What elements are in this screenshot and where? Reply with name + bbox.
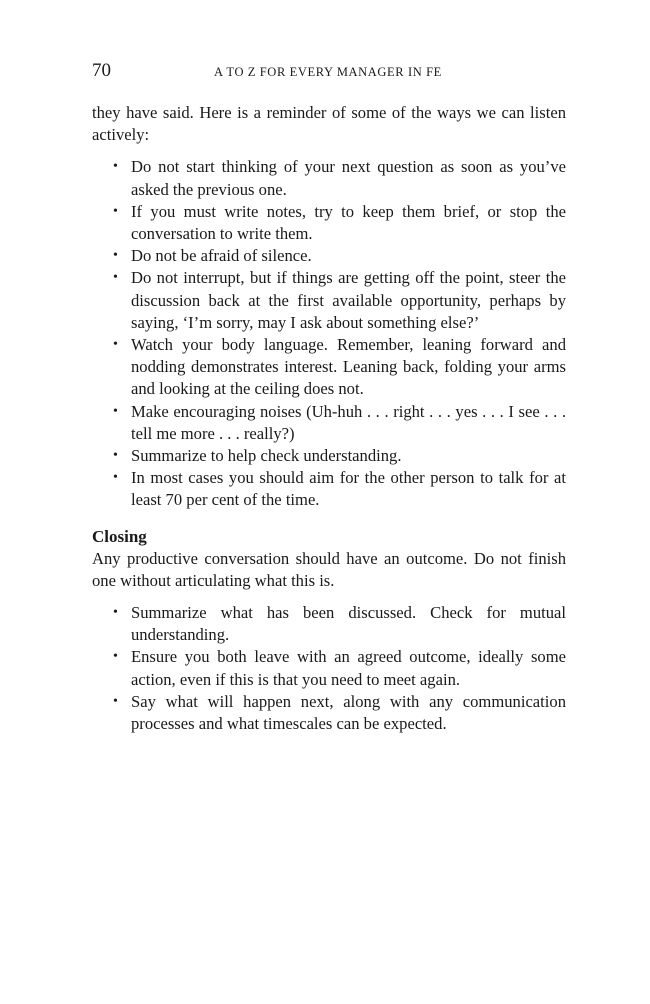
bullet-icon: • bbox=[113, 693, 118, 709]
bullet-icon: • bbox=[113, 403, 118, 419]
bullet-icon: • bbox=[113, 448, 118, 464]
bullet-icon: • bbox=[113, 470, 118, 486]
list-item-text: Summarize what has been discussed. Check for mutual understanding. bbox=[131, 603, 566, 645]
bullet-icon: • bbox=[113, 649, 118, 665]
bullet-icon: • bbox=[113, 605, 118, 621]
running-head bbox=[92, 60, 566, 84]
list-item-text: In most cases you should aim for the other person to talk for at least 70 per cent of the time. bbox=[131, 468, 566, 510]
list-item bbox=[92, 201, 566, 245]
list-item bbox=[92, 334, 566, 401]
bullet-icon: • bbox=[113, 248, 118, 264]
list-item bbox=[92, 467, 566, 511]
closing-paragraph: Any productive conversation should have an outcome. Do not finish one without articulating what this is. bbox=[92, 548, 566, 590]
body-text bbox=[92, 102, 566, 735]
page-number: 70 bbox=[92, 60, 111, 81]
bullet-icon: • bbox=[113, 337, 118, 353]
list-item bbox=[92, 156, 566, 200]
intro-paragraph: they have said. Here is a reminder of some of the ways we can listen actively: bbox=[92, 103, 566, 145]
list-item-text: Say what will happen next, along with any communication processes and what timescales can be expected. bbox=[131, 691, 566, 734]
list-item bbox=[92, 401, 566, 445]
list-item-text: Ensure you both leave with an agreed outcome, ideally some action, even if this is that you need to meet again. bbox=[131, 647, 566, 689]
list-item bbox=[92, 691, 566, 735]
list-item bbox=[92, 267, 566, 334]
bullet-icon: • bbox=[113, 270, 118, 286]
list-item bbox=[92, 646, 566, 690]
section-heading-closing: Closing bbox=[92, 526, 147, 546]
list-item bbox=[92, 602, 566, 646]
closing-list bbox=[92, 602, 566, 735]
bullet-icon: • bbox=[113, 159, 118, 175]
list-item-text: If you must write notes, try to keep them brief, or stop the conversation to write them. bbox=[131, 201, 566, 244]
list-item-text: Watch your body language. Remember, leaning forward and nodding demonstrates interest. Leaning back, folding your arms and looking at the ceiling does not. bbox=[131, 335, 566, 399]
list-item-text: Do not be afraid of silence. bbox=[131, 246, 312, 266]
running-title: A TO Z FOR EVERY MANAGER IN FE bbox=[214, 65, 442, 79]
list-item-text: Summarize to help check understanding. bbox=[131, 446, 402, 466]
bullet-icon: • bbox=[113, 203, 118, 219]
list-item-text: Do not interrupt, but if things are getting off the point, steer the discussion back at the first available opportunity, perhaps by saying, ‘I’m sorry, may I ask about something else?’ bbox=[131, 268, 566, 332]
list-item-text: Do not start thinking of your next question as soon as you’ve asked the previous one. bbox=[131, 157, 566, 199]
listening-tips-list bbox=[92, 156, 566, 511]
list-item bbox=[92, 245, 566, 267]
list-item-text: Make encouraging noises (Uh-huh . . . right . . . yes . . . I see . . . tell me more . . . really?) bbox=[131, 401, 566, 443]
list-item bbox=[92, 445, 566, 467]
